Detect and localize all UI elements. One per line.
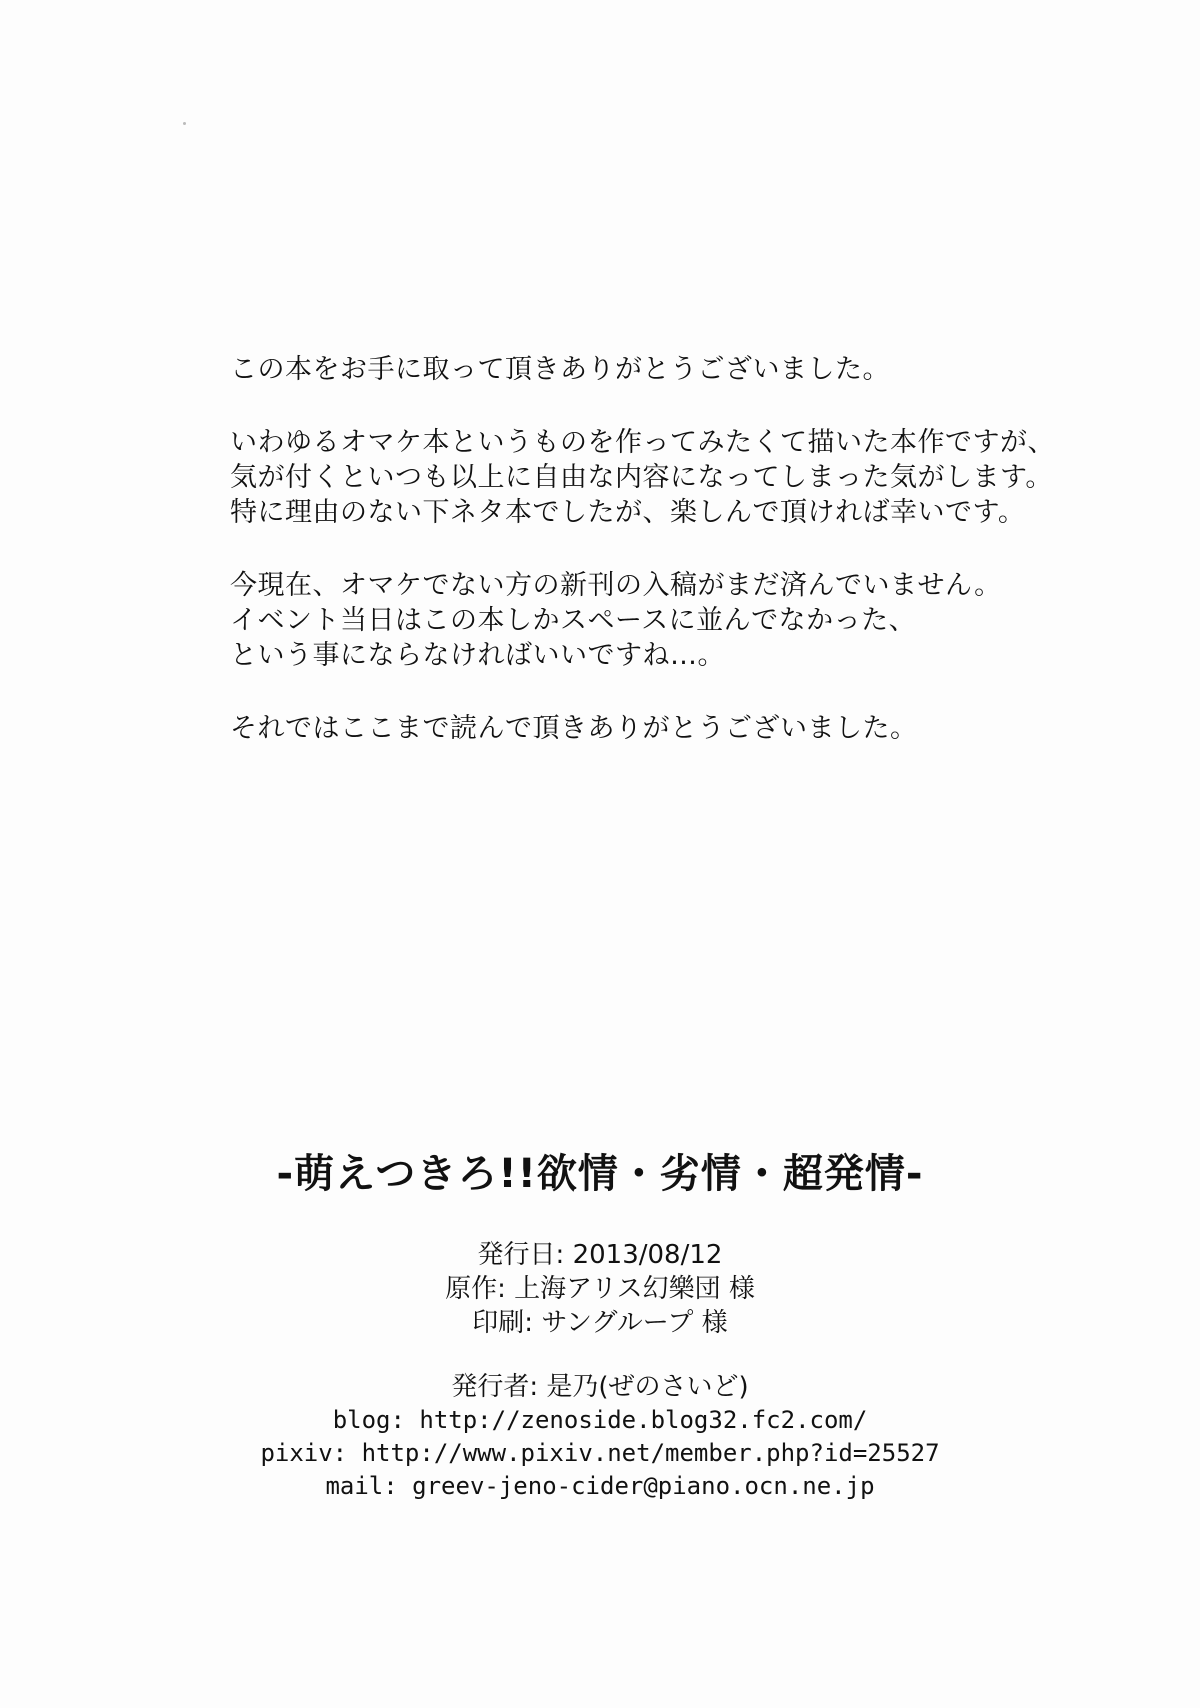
afterword-line: この本をお手に取って頂きありがとうございました。 bbox=[230, 354, 890, 385]
original-work-credit: 原作: 上海アリス幻樂団 様 bbox=[445, 1274, 755, 1304]
afterword-line: 気が付くといつも以上に自由な内容になってしまった気がします。 bbox=[230, 462, 1053, 493]
blog-url: blog: http://zenoside.blog32.fc2.com/ bbox=[332, 1406, 868, 1434]
publication-date: 発行日: 2013/08/12 bbox=[477, 1240, 723, 1270]
afterword-paragraph bbox=[230, 568, 1130, 673]
afterword-line: イベント当日はこの本しかスペースに並んでなかった、 bbox=[230, 605, 917, 636]
publisher-name: 発行者: 是乃(ぜのさいど) bbox=[451, 1372, 749, 1402]
afterword-line: それではここまで読んで頂きありがとうございました。 bbox=[230, 713, 918, 744]
afterword-paragraph bbox=[230, 352, 1130, 387]
pixiv-url: pixiv: http://www.pixiv.net/member.php?id=25527 bbox=[260, 1439, 940, 1467]
afterword-line: 今現在、オマケでない方の新刊の入稿がまだ済んでいません。 bbox=[230, 570, 1002, 601]
colophon-spacer bbox=[0, 1340, 1200, 1370]
afterword-paragraph bbox=[230, 711, 1130, 746]
colophon bbox=[0, 1148, 1200, 1503]
paper-speck bbox=[183, 122, 186, 125]
mail-address: mail: greev-jeno-cider@piano.ocn.ne.jp bbox=[325, 1472, 875, 1500]
afterword-line: いわゆるオマケ本というものを作ってみたくて描いた本作ですが、 bbox=[230, 427, 1055, 458]
afterword-text bbox=[230, 352, 1130, 784]
afterword-paragraph bbox=[230, 425, 1130, 530]
afterword-line: 特に理由のない下ネタ本でしたが、楽しんで頂ければ幸いです。 bbox=[230, 497, 1026, 528]
afterword-line: という事にならなければいいですね…。 bbox=[230, 640, 725, 671]
printer-credit: 印刷: サングループ 様 bbox=[472, 1308, 728, 1338]
book-title: -萌えつきろ!!欲情・劣情・超発情- bbox=[276, 1151, 924, 1197]
